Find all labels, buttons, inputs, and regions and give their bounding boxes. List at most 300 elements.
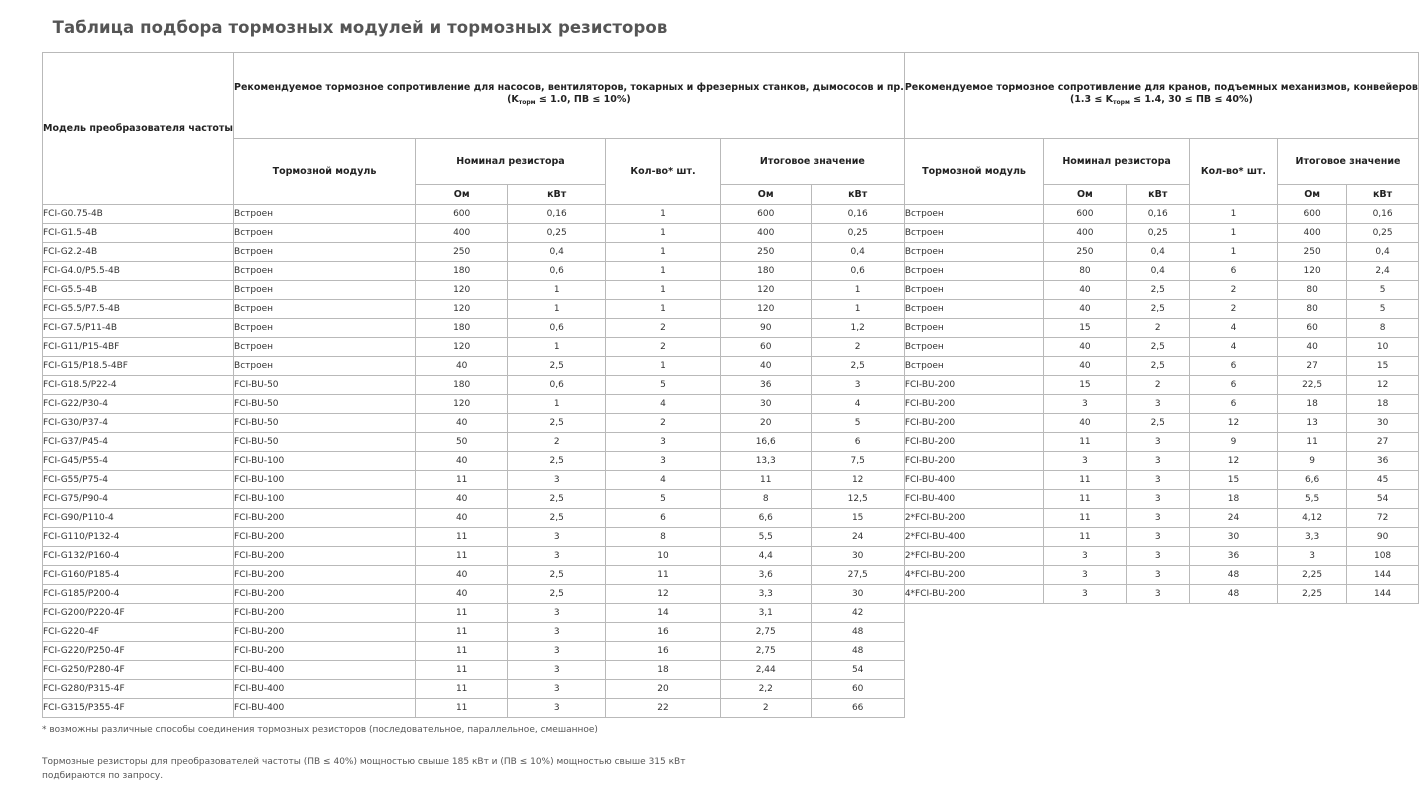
cell-final-kw: 1 (811, 300, 904, 319)
cell-final-ohm: 36 (720, 376, 811, 395)
cell-nominal-kw: 0,6 (508, 376, 606, 395)
table-row (43, 566, 1419, 585)
cell-nominal-kw: 0,25 (1126, 224, 1189, 243)
cell-nominal-kw: 3 (1126, 490, 1189, 509)
cell-final-ohm: 120 (720, 281, 811, 300)
cell-brake-module: 4*FCI-BU-200 (904, 585, 1043, 604)
cell-final-ohm: 11 (1278, 433, 1347, 452)
cell-final-ohm: 6,6 (1278, 471, 1347, 490)
cell-empty (1044, 604, 1126, 623)
cell-nominal-kw: 3 (508, 528, 606, 547)
cell-count: 1 (605, 205, 720, 224)
cell-nominal-ohm: 40 (415, 509, 507, 528)
cell-nominal-kw: 0,25 (508, 224, 606, 243)
cell-nominal-ohm: 11 (415, 699, 507, 718)
cell-final-ohm: 6,6 (720, 509, 811, 528)
cell-nominal-ohm: 15 (1044, 376, 1126, 395)
cell-final-kw: 60 (811, 680, 904, 699)
cell-final-ohm: 60 (720, 338, 811, 357)
cell-nominal-kw: 3 (1126, 452, 1189, 471)
cell-model: FCI-G5.5/P7.5-4B (43, 300, 234, 319)
cell-empty (1189, 623, 1277, 642)
cell-nominal-ohm: 40 (1044, 338, 1126, 357)
cell-empty (1126, 699, 1189, 718)
cell-nominal-ohm: 11 (415, 642, 507, 661)
cell-model: FCI-G37/P45-4 (43, 433, 234, 452)
cell-count: 1 (605, 300, 720, 319)
cell-brake-module: FCI-BU-200 (904, 414, 1043, 433)
cell-model: FCI-G15/P18.5-4BF (43, 357, 234, 376)
cell-brake-module: FCI-BU-200 (234, 585, 416, 604)
cell-count: 9 (1189, 433, 1277, 452)
table-row (43, 604, 1419, 623)
cell-count: 16 (605, 642, 720, 661)
cell-brake-module: FCI-BU-50 (234, 414, 416, 433)
cell-final-ohm: 20 (720, 414, 811, 433)
cell-nominal-ohm: 40 (415, 452, 507, 471)
cell-brake-module: FCI-BU-100 (234, 490, 416, 509)
cell-model: FCI-G11/P15-4BF (43, 338, 234, 357)
cell-count: 24 (1189, 509, 1277, 528)
cell-nominal-kw: 3 (1126, 471, 1189, 490)
cell-nominal-kw: 2,5 (1126, 357, 1189, 376)
cell-nominal-ohm: 40 (415, 490, 507, 509)
cell-nominal-kw: 2,5 (508, 452, 606, 471)
header-group-pumps-cond-post: ≤ 1.0, ПВ ≤ 10%) (535, 94, 631, 105)
cell-model: FCI-G2.2-4B (43, 243, 234, 262)
header-group-cranes-cond-post: ≤ 1.4, 30 ≤ ПВ ≤ 40%) (1129, 94, 1253, 105)
cell-final-ohm: 5,5 (1278, 490, 1347, 509)
cell-count: 18 (605, 661, 720, 680)
cell-final-kw: 7,5 (811, 452, 904, 471)
page-title: Таблица подбора тормозных модулей и тормозных резисторов (52, 18, 668, 37)
cell-empty (1347, 680, 1419, 699)
cell-brake-module: FCI-BU-50 (234, 433, 416, 452)
table-row (43, 281, 1419, 300)
cell-final-kw: 30 (811, 547, 904, 566)
cell-empty (1278, 661, 1347, 680)
cell-nominal-ohm: 15 (1044, 319, 1126, 338)
table-row (43, 490, 1419, 509)
cell-model: FCI-G220/P250-4F (43, 642, 234, 661)
cell-nominal-ohm: 11 (415, 604, 507, 623)
cell-final-kw: 27 (1347, 433, 1419, 452)
cell-brake-module: FCI-BU-200 (904, 395, 1043, 414)
cell-nominal-kw: 0,16 (508, 205, 606, 224)
cell-count: 4 (605, 395, 720, 414)
cell-model: FCI-G5.5-4B (43, 281, 234, 300)
cell-empty (1189, 661, 1277, 680)
cell-count: 1 (1189, 243, 1277, 262)
cell-empty (1126, 623, 1189, 642)
header-group-cranes (904, 53, 1418, 139)
cell-final-kw: 108 (1347, 547, 1419, 566)
cell-nominal-ohm: 180 (415, 376, 507, 395)
cell-final-ohm: 3,3 (720, 585, 811, 604)
cell-nominal-ohm: 600 (1044, 205, 1126, 224)
cell-final-ohm: 13,3 (720, 452, 811, 471)
cell-final-ohm: 90 (720, 319, 811, 338)
cell-brake-module: Встроен (904, 319, 1043, 338)
cell-count: 14 (605, 604, 720, 623)
cell-empty (1278, 642, 1347, 661)
cell-final-ohm: 2 (720, 699, 811, 718)
table-row (43, 414, 1419, 433)
cell-final-kw: 5 (1347, 300, 1419, 319)
cell-model: FCI-G110/P132-4 (43, 528, 234, 547)
header-unit-ohm: Ом (1044, 185, 1126, 205)
cell-nominal-ohm: 11 (415, 547, 507, 566)
cell-brake-module: Встроен (234, 205, 416, 224)
cell-count: 30 (1189, 528, 1277, 547)
cell-nominal-ohm: 3 (1044, 395, 1126, 414)
cell-nominal-kw: 1 (508, 395, 606, 414)
cell-final-ohm: 22,5 (1278, 376, 1347, 395)
cell-final-ohm: 80 (1278, 281, 1347, 300)
header-model: Модель преобразователя частоты (43, 53, 234, 205)
cell-nominal-ohm: 250 (415, 243, 507, 262)
table-row (43, 395, 1419, 414)
cell-final-kw: 45 (1347, 471, 1419, 490)
header-unit-kw: кВт (811, 185, 904, 205)
cell-brake-module: FCI-BU-400 (904, 490, 1043, 509)
cell-model: FCI-G315/P355-4F (43, 699, 234, 718)
cell-model: FCI-G4.0/P5.5-4B (43, 262, 234, 281)
cell-nominal-ohm: 120 (415, 338, 507, 357)
footnote-connection: * возможны различные способы соединения тормозных резисторов (последовательное, параллельное, смешанное) (42, 725, 598, 735)
cell-count: 16 (605, 623, 720, 642)
header-group-pumps (234, 53, 905, 139)
cell-final-kw: 36 (1347, 452, 1419, 471)
cell-nominal-kw: 2,5 (1126, 338, 1189, 357)
cell-final-ohm: 400 (1278, 224, 1347, 243)
cell-count: 5 (605, 490, 720, 509)
header-unit-ohm: Ом (720, 185, 811, 205)
table-row (43, 699, 1419, 718)
cell-nominal-ohm: 40 (1044, 357, 1126, 376)
cell-brake-module: FCI-BU-50 (234, 395, 416, 414)
cell-model: FCI-G22/P30-4 (43, 395, 234, 414)
cell-empty (1044, 680, 1126, 699)
cell-empty (1347, 699, 1419, 718)
cell-final-ohm: 180 (720, 262, 811, 281)
cell-final-kw: 0,4 (1347, 243, 1419, 262)
cell-nominal-ohm: 120 (415, 300, 507, 319)
cell-final-ohm: 9 (1278, 452, 1347, 471)
cell-model: FCI-G7.5/P11-4B (43, 319, 234, 338)
cell-final-kw: 1 (811, 281, 904, 300)
cell-final-ohm: 600 (720, 205, 811, 224)
table-row (43, 433, 1419, 452)
cell-brake-module: FCI-BU-200 (234, 566, 416, 585)
cell-brake-module: Встроен (234, 262, 416, 281)
cell-brake-module: FCI-BU-400 (904, 471, 1043, 490)
cell-nominal-ohm: 3 (1044, 585, 1126, 604)
cell-final-kw: 8 (1347, 319, 1419, 338)
cell-count: 1 (1189, 205, 1277, 224)
cell-nominal-kw: 1 (508, 338, 606, 357)
header-unit-kw: кВт (508, 185, 606, 205)
cell-final-kw: 144 (1347, 566, 1419, 585)
cell-empty (1126, 604, 1189, 623)
cell-brake-module: FCI-BU-200 (904, 433, 1043, 452)
cell-brake-module: Встроен (904, 243, 1043, 262)
header-final: Итоговое значение (720, 139, 904, 185)
cell-nominal-kw: 2,5 (1126, 281, 1189, 300)
cell-brake-module: Встроен (234, 224, 416, 243)
cell-nominal-kw: 2,5 (508, 566, 606, 585)
cell-brake-module: FCI-BU-200 (904, 376, 1043, 395)
cell-brake-module: FCI-BU-100 (234, 471, 416, 490)
cell-nominal-kw: 2,5 (508, 490, 606, 509)
cell-count: 10 (605, 547, 720, 566)
cell-count: 6 (1189, 395, 1277, 414)
cell-nominal-kw: 2,5 (508, 414, 606, 433)
cell-nominal-ohm: 40 (1044, 281, 1126, 300)
cell-brake-module: Встроен (904, 205, 1043, 224)
cell-nominal-kw: 3 (1126, 528, 1189, 547)
cell-final-ohm: 13 (1278, 414, 1347, 433)
cell-nominal-kw: 3 (1126, 433, 1189, 452)
cell-final-ohm: 16,6 (720, 433, 811, 452)
header-count: Кол-во* шт. (1189, 139, 1277, 205)
header-unit-kw: кВт (1347, 185, 1419, 205)
table-row (43, 471, 1419, 490)
cell-nominal-ohm: 120 (415, 395, 507, 414)
cell-count: 20 (605, 680, 720, 699)
cell-brake-module: Встроен (904, 338, 1043, 357)
cell-nominal-ohm: 40 (415, 357, 507, 376)
table-row (43, 243, 1419, 262)
cell-final-kw: 0,4 (811, 243, 904, 262)
cell-model: FCI-G0.75-4B (43, 205, 234, 224)
cell-count: 2 (605, 319, 720, 338)
cell-final-kw: 0,6 (811, 262, 904, 281)
header-brake-module: Тормозной модуль (904, 139, 1043, 205)
cell-final-ohm: 2,44 (720, 661, 811, 680)
cell-nominal-ohm: 11 (1044, 509, 1126, 528)
cell-count: 2 (605, 338, 720, 357)
cell-empty (904, 642, 1043, 661)
cell-final-ohm: 27 (1278, 357, 1347, 376)
header-unit-ohm: Ом (415, 185, 507, 205)
cell-brake-module: FCI-BU-200 (234, 547, 416, 566)
table-row (43, 224, 1419, 243)
cell-final-kw: 30 (811, 585, 904, 604)
cell-final-kw: 90 (1347, 528, 1419, 547)
cell-nominal-kw: 0,6 (508, 319, 606, 338)
cell-nominal-kw: 0,4 (1126, 262, 1189, 281)
cell-brake-module: Встроен (234, 357, 416, 376)
cell-final-ohm: 4,4 (720, 547, 811, 566)
table-body (43, 205, 1419, 718)
cell-final-kw: 6 (811, 433, 904, 452)
cell-count: 12 (1189, 414, 1277, 433)
cell-final-kw: 54 (1347, 490, 1419, 509)
cell-final-kw: 144 (1347, 585, 1419, 604)
cell-final-kw: 48 (811, 642, 904, 661)
cell-count: 1 (605, 262, 720, 281)
cell-final-ohm: 30 (720, 395, 811, 414)
cell-nominal-kw: 0,4 (508, 243, 606, 262)
cell-nominal-kw: 3 (508, 680, 606, 699)
cell-model: FCI-G45/P55-4 (43, 452, 234, 471)
cell-final-kw: 0,16 (811, 205, 904, 224)
cell-brake-module: FCI-BU-400 (234, 699, 416, 718)
table-row (43, 376, 1419, 395)
cell-brake-module: Встроен (904, 357, 1043, 376)
cell-brake-module: FCI-BU-400 (234, 661, 416, 680)
header-nominal: Номинал резистора (1044, 139, 1190, 185)
cell-nominal-ohm: 180 (415, 319, 507, 338)
cell-brake-module: FCI-BU-100 (234, 452, 416, 471)
cell-empty (1278, 623, 1347, 642)
cell-final-ohm: 4,12 (1278, 509, 1347, 528)
table-row (43, 509, 1419, 528)
cell-nominal-ohm: 11 (415, 680, 507, 699)
cell-empty (1189, 680, 1277, 699)
cell-brake-module: FCI-BU-50 (234, 376, 416, 395)
header-final: Итоговое значение (1278, 139, 1419, 185)
cell-final-kw: 2,4 (1347, 262, 1419, 281)
cell-count: 3 (605, 433, 720, 452)
cell-model: FCI-G30/P37-4 (43, 414, 234, 433)
cell-count: 48 (1189, 566, 1277, 585)
table-row (43, 452, 1419, 471)
cell-brake-module: FCI-BU-200 (904, 452, 1043, 471)
cell-brake-module: 2*FCI-BU-400 (904, 528, 1043, 547)
cell-brake-module: FCI-BU-200 (234, 642, 416, 661)
cell-nominal-kw: 0,16 (1126, 205, 1189, 224)
cell-count: 36 (1189, 547, 1277, 566)
cell-count: 6 (1189, 262, 1277, 281)
cell-model: FCI-G250/P280-4F (43, 661, 234, 680)
cell-brake-module: 4*FCI-BU-200 (904, 566, 1043, 585)
cell-brake-module: Встроен (234, 300, 416, 319)
cell-count: 18 (1189, 490, 1277, 509)
cell-nominal-kw: 2,5 (508, 509, 606, 528)
cell-final-ohm: 18 (1278, 395, 1347, 414)
table-row (43, 585, 1419, 604)
cell-empty (1278, 604, 1347, 623)
cell-empty (1347, 604, 1419, 623)
cell-empty (1044, 661, 1126, 680)
cell-nominal-ohm: 40 (415, 566, 507, 585)
cell-nominal-ohm: 11 (1044, 433, 1126, 452)
cell-brake-module: 2*FCI-BU-200 (904, 547, 1043, 566)
cell-nominal-ohm: 600 (415, 205, 507, 224)
header-group-cranes-cond-sub: торм (1113, 99, 1130, 106)
header-brake-module: Тормозной модуль (234, 139, 416, 205)
cell-count: 2 (605, 414, 720, 433)
table-row (43, 623, 1419, 642)
cell-final-ohm: 80 (1278, 300, 1347, 319)
cell-nominal-ohm: 400 (1044, 224, 1126, 243)
cell-nominal-ohm: 11 (415, 528, 507, 547)
cell-model: FCI-G75/P90-4 (43, 490, 234, 509)
cell-nominal-ohm: 3 (1044, 566, 1126, 585)
header-count: Кол-во* шт. (605, 139, 720, 205)
cell-empty (1347, 661, 1419, 680)
cell-count: 6 (1189, 357, 1277, 376)
cell-final-kw: 18 (1347, 395, 1419, 414)
cell-nominal-kw: 2,5 (1126, 414, 1189, 433)
cell-count: 48 (1189, 585, 1277, 604)
table-row (43, 357, 1419, 376)
cell-nominal-ohm: 11 (1044, 471, 1126, 490)
cell-nominal-ohm: 3 (1044, 547, 1126, 566)
cell-nominal-ohm: 180 (415, 262, 507, 281)
cell-brake-module: FCI-BU-200 (234, 623, 416, 642)
cell-count: 15 (1189, 471, 1277, 490)
cell-nominal-kw: 0,6 (508, 262, 606, 281)
cell-final-kw: 54 (811, 661, 904, 680)
table-row (43, 319, 1419, 338)
cell-final-kw: 5 (811, 414, 904, 433)
cell-nominal-kw: 3 (508, 623, 606, 642)
cell-model: FCI-G200/P220-4F (43, 604, 234, 623)
cell-brake-module: FCI-BU-200 (234, 528, 416, 547)
cell-final-ohm: 400 (720, 224, 811, 243)
cell-count: 2 (1189, 281, 1277, 300)
footnote-on-request: Тормозные резисторы для преобразователей частоты (ПВ ≤ 40%) мощностью свыше 185 кВт и (ПВ ≤ 10%) мощностью свыше 315 кВт подбираются по запросу. (42, 757, 686, 781)
cell-final-ohm: 3 (1278, 547, 1347, 566)
cell-nominal-kw: 3 (1126, 566, 1189, 585)
cell-final-kw: 4 (811, 395, 904, 414)
cell-count: 1 (605, 224, 720, 243)
cell-model: FCI-G132/P160-4 (43, 547, 234, 566)
cell-final-kw: 2 (811, 338, 904, 357)
cell-count: 22 (605, 699, 720, 718)
cell-nominal-kw: 3 (1126, 509, 1189, 528)
header-group-cranes-cond-pre: (1.3 ≤ K (1069, 94, 1114, 105)
cell-count: 6 (1189, 376, 1277, 395)
cell-empty (1044, 642, 1126, 661)
cell-final-ohm: 600 (1278, 205, 1347, 224)
cell-final-ohm: 3,3 (1278, 528, 1347, 547)
cell-model: FCI-G18.5/P22-4 (43, 376, 234, 395)
table-row (43, 205, 1419, 224)
header-group-pumps-cond-pre: (K (507, 94, 519, 105)
cell-model: FCI-G185/P200-4 (43, 585, 234, 604)
cell-model: FCI-G220-4F (43, 623, 234, 642)
cell-final-kw: 10 (1347, 338, 1419, 357)
table-row (43, 528, 1419, 547)
cell-nominal-kw: 2,5 (508, 585, 606, 604)
cell-final-ohm: 120 (720, 300, 811, 319)
header-unit-kw: кВт (1126, 185, 1189, 205)
cell-nominal-kw: 2 (1126, 376, 1189, 395)
cell-empty (1347, 642, 1419, 661)
cell-brake-module: Встроен (904, 262, 1043, 281)
cell-final-kw: 42 (811, 604, 904, 623)
header-unit-ohm: Ом (1278, 185, 1347, 205)
cell-final-kw: 5 (1347, 281, 1419, 300)
table-row (43, 680, 1419, 699)
cell-nominal-kw: 2,5 (508, 357, 606, 376)
cell-count: 1 (605, 357, 720, 376)
cell-nominal-ohm: 11 (1044, 490, 1126, 509)
cell-nominal-kw: 1 (508, 281, 606, 300)
cell-nominal-ohm: 120 (415, 281, 507, 300)
cell-brake-module: Встроен (234, 243, 416, 262)
cell-final-kw: 12 (1347, 376, 1419, 395)
cell-nominal-kw: 3 (1126, 547, 1189, 566)
header-nominal: Номинал резистора (415, 139, 605, 185)
cell-count: 3 (605, 452, 720, 471)
table-row (43, 338, 1419, 357)
cell-final-kw: 0,16 (1347, 205, 1419, 224)
